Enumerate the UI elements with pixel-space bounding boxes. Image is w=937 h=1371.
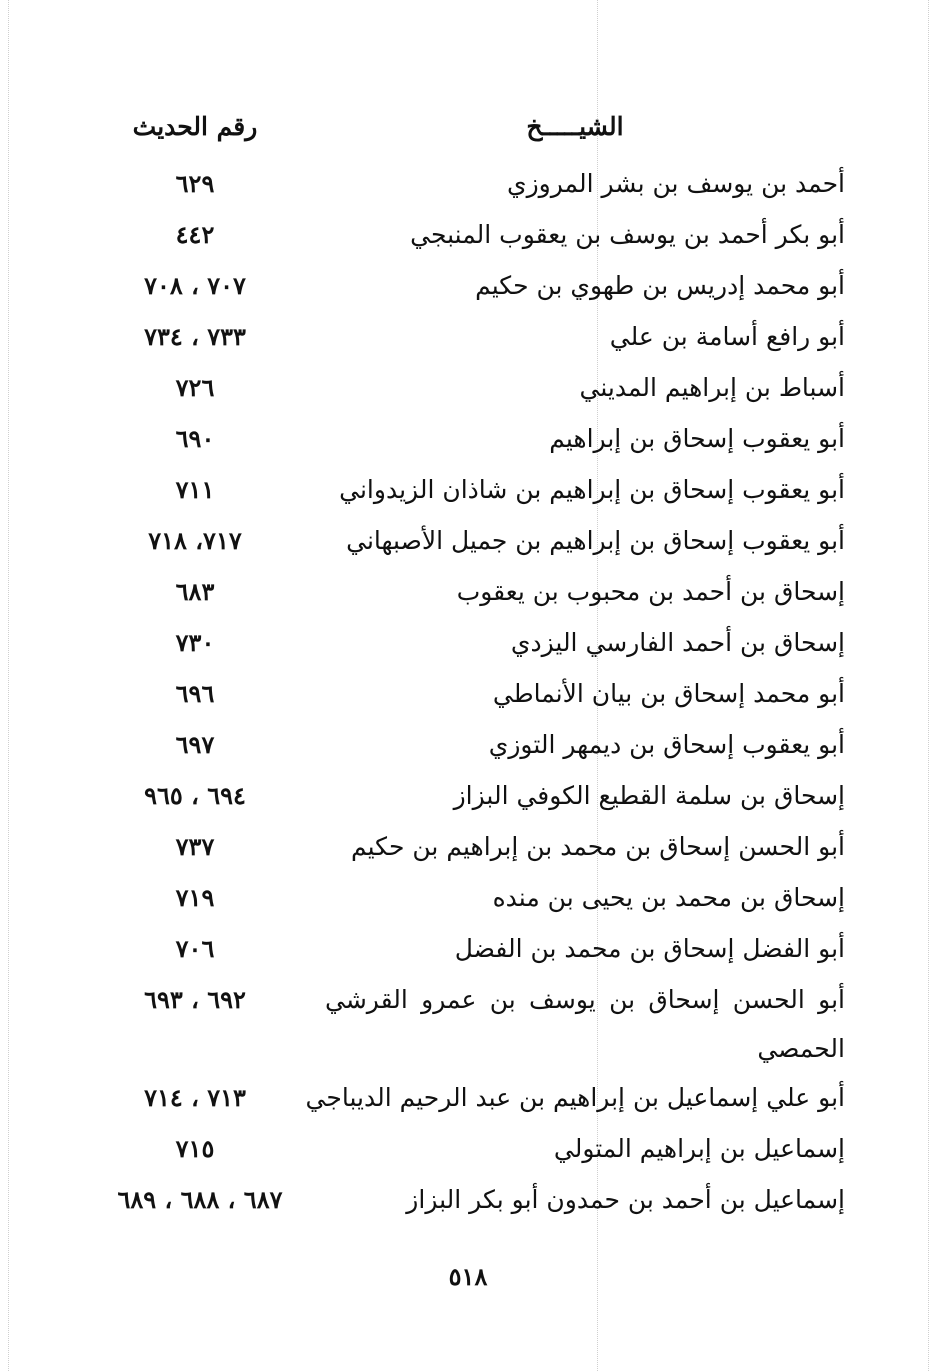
sheikh-name: أبو يعقوب إسحاق بن إبراهيم بن شاذان الزيدواني	[339, 475, 845, 504]
hadith-numbers: ٦٩٦	[175, 679, 215, 708]
hadith-number-column-header: رقم الحديث	[132, 112, 258, 141]
hadith-numbers: ٦٩٠	[175, 424, 215, 453]
sheikh-name: أبو يعقوب إسحاق بن إبراهيم بن جميل الأصبهاني	[346, 526, 845, 555]
list-item	[0, 721, 937, 769]
hadith-numbers: ٧٣٣ ، ٧٣٤	[144, 322, 246, 351]
list-item	[0, 976, 937, 1024]
hadith-numbers: ٦٨٧ ، ٦٨٨ ، ٦٨٩	[117, 1185, 283, 1214]
list-item	[0, 160, 937, 208]
list-item	[0, 772, 937, 820]
list-item	[0, 415, 937, 463]
hadith-numbers: ٧٢٦	[175, 373, 215, 402]
hadith-numbers: ٧٣٧	[175, 832, 215, 861]
hadith-numbers: ٤٤٢	[175, 220, 215, 249]
sheikh-name: إسحاق بن سلمة القطيع الكوفي البزاز	[453, 781, 845, 810]
sheikh-name: أبو الفضل إسحاق بن محمد بن الفضل	[454, 934, 845, 963]
sheikh-name: إسحاق بن محمد بن يحيى بن منده	[492, 883, 845, 912]
list-item	[0, 364, 937, 412]
sheikh-column-header: الشيـــــخ	[526, 112, 624, 141]
hadith-numbers: ٦٩٤ ، ٩٦٥	[144, 781, 246, 810]
list-item	[0, 619, 937, 667]
sheikh-name: أسباط بن إبراهيم المديني	[579, 373, 845, 402]
hadith-numbers: ٦٩٧	[175, 730, 215, 759]
sheikh-name: أبو علي إسماعيل بن إبراهيم بن عبد الرحيم الديباجي	[305, 1083, 845, 1112]
hadith-numbers: ٦٩٢ ، ٦٩٣	[144, 985, 246, 1014]
sheikh-name: أحمد بن يوسف بن بشر المروزي	[507, 169, 845, 198]
list-item	[0, 466, 937, 514]
hadith-numbers: ٧١٩	[175, 883, 215, 912]
hadith-numbers: ٧١٥	[175, 1134, 215, 1163]
list-item-continuation	[0, 1025, 937, 1073]
sheikh-name: إسحاق بن أحمد الفارسي اليزدي	[510, 628, 845, 657]
hadith-numbers: ٦٢٩	[175, 169, 215, 198]
hadith-numbers: ٧٣٠	[175, 628, 215, 657]
list-item	[0, 568, 937, 616]
sheikh-name: أبو الحسن إسحاق بن محمد بن إبراهيم بن حكيم	[351, 832, 845, 861]
hadith-numbers: ٧١٧، ٧١٨	[148, 526, 242, 555]
sheikh-name: إسحاق بن أحمد بن محبوب بن يعقوب	[456, 577, 845, 606]
hadith-numbers: ٧٠٦	[175, 934, 215, 963]
list-item	[0, 823, 937, 871]
sheikh-name: إسماعيل بن إبراهيم المتولي	[553, 1134, 845, 1163]
sheikh-name-continuation: الحمصي	[757, 1034, 845, 1063]
list-item	[0, 313, 937, 361]
hadith-numbers: ٦٨٣	[175, 577, 215, 606]
list-item	[0, 1125, 937, 1173]
list-item	[0, 874, 937, 922]
sheikh-name: أبو رافع أسامة بن علي	[609, 322, 845, 351]
sheikh-name: أبو بكر أحمد بن يوسف بن يعقوب المنبجي	[410, 220, 845, 249]
hadith-numbers: ٧٠٧ ، ٧٠٨	[144, 271, 246, 300]
hadith-numbers: ٧١١	[175, 475, 215, 504]
sheikh-name: أبو يعقوب إسحاق بن ديمهر التوزي	[488, 730, 845, 759]
sheikh-name: أبو الحسن إسحاق بن يوسف بن عمرو القرشي	[325, 985, 845, 1014]
list-item	[0, 925, 937, 973]
sheikh-name: إسماعيل بن أحمد بن حمدون أبو بكر البزاز	[406, 1185, 845, 1214]
list-item	[0, 670, 937, 718]
list-item	[0, 517, 937, 565]
sheikh-name: أبو محمد إسحاق بن بيان الأنماطي	[492, 679, 845, 708]
list-item	[0, 262, 937, 310]
list-item	[0, 211, 937, 259]
sheikh-name: أبو محمد إدريس بن طهوي بن حكيم	[475, 271, 845, 300]
list-item	[0, 1176, 937, 1224]
page-number: ٥١٨	[448, 1262, 488, 1291]
list-item	[0, 1074, 937, 1122]
sheikh-name: أبو يعقوب إسحاق بن إبراهيم	[549, 424, 845, 453]
hadith-numbers: ٧١٣ ، ٧١٤	[144, 1083, 246, 1112]
